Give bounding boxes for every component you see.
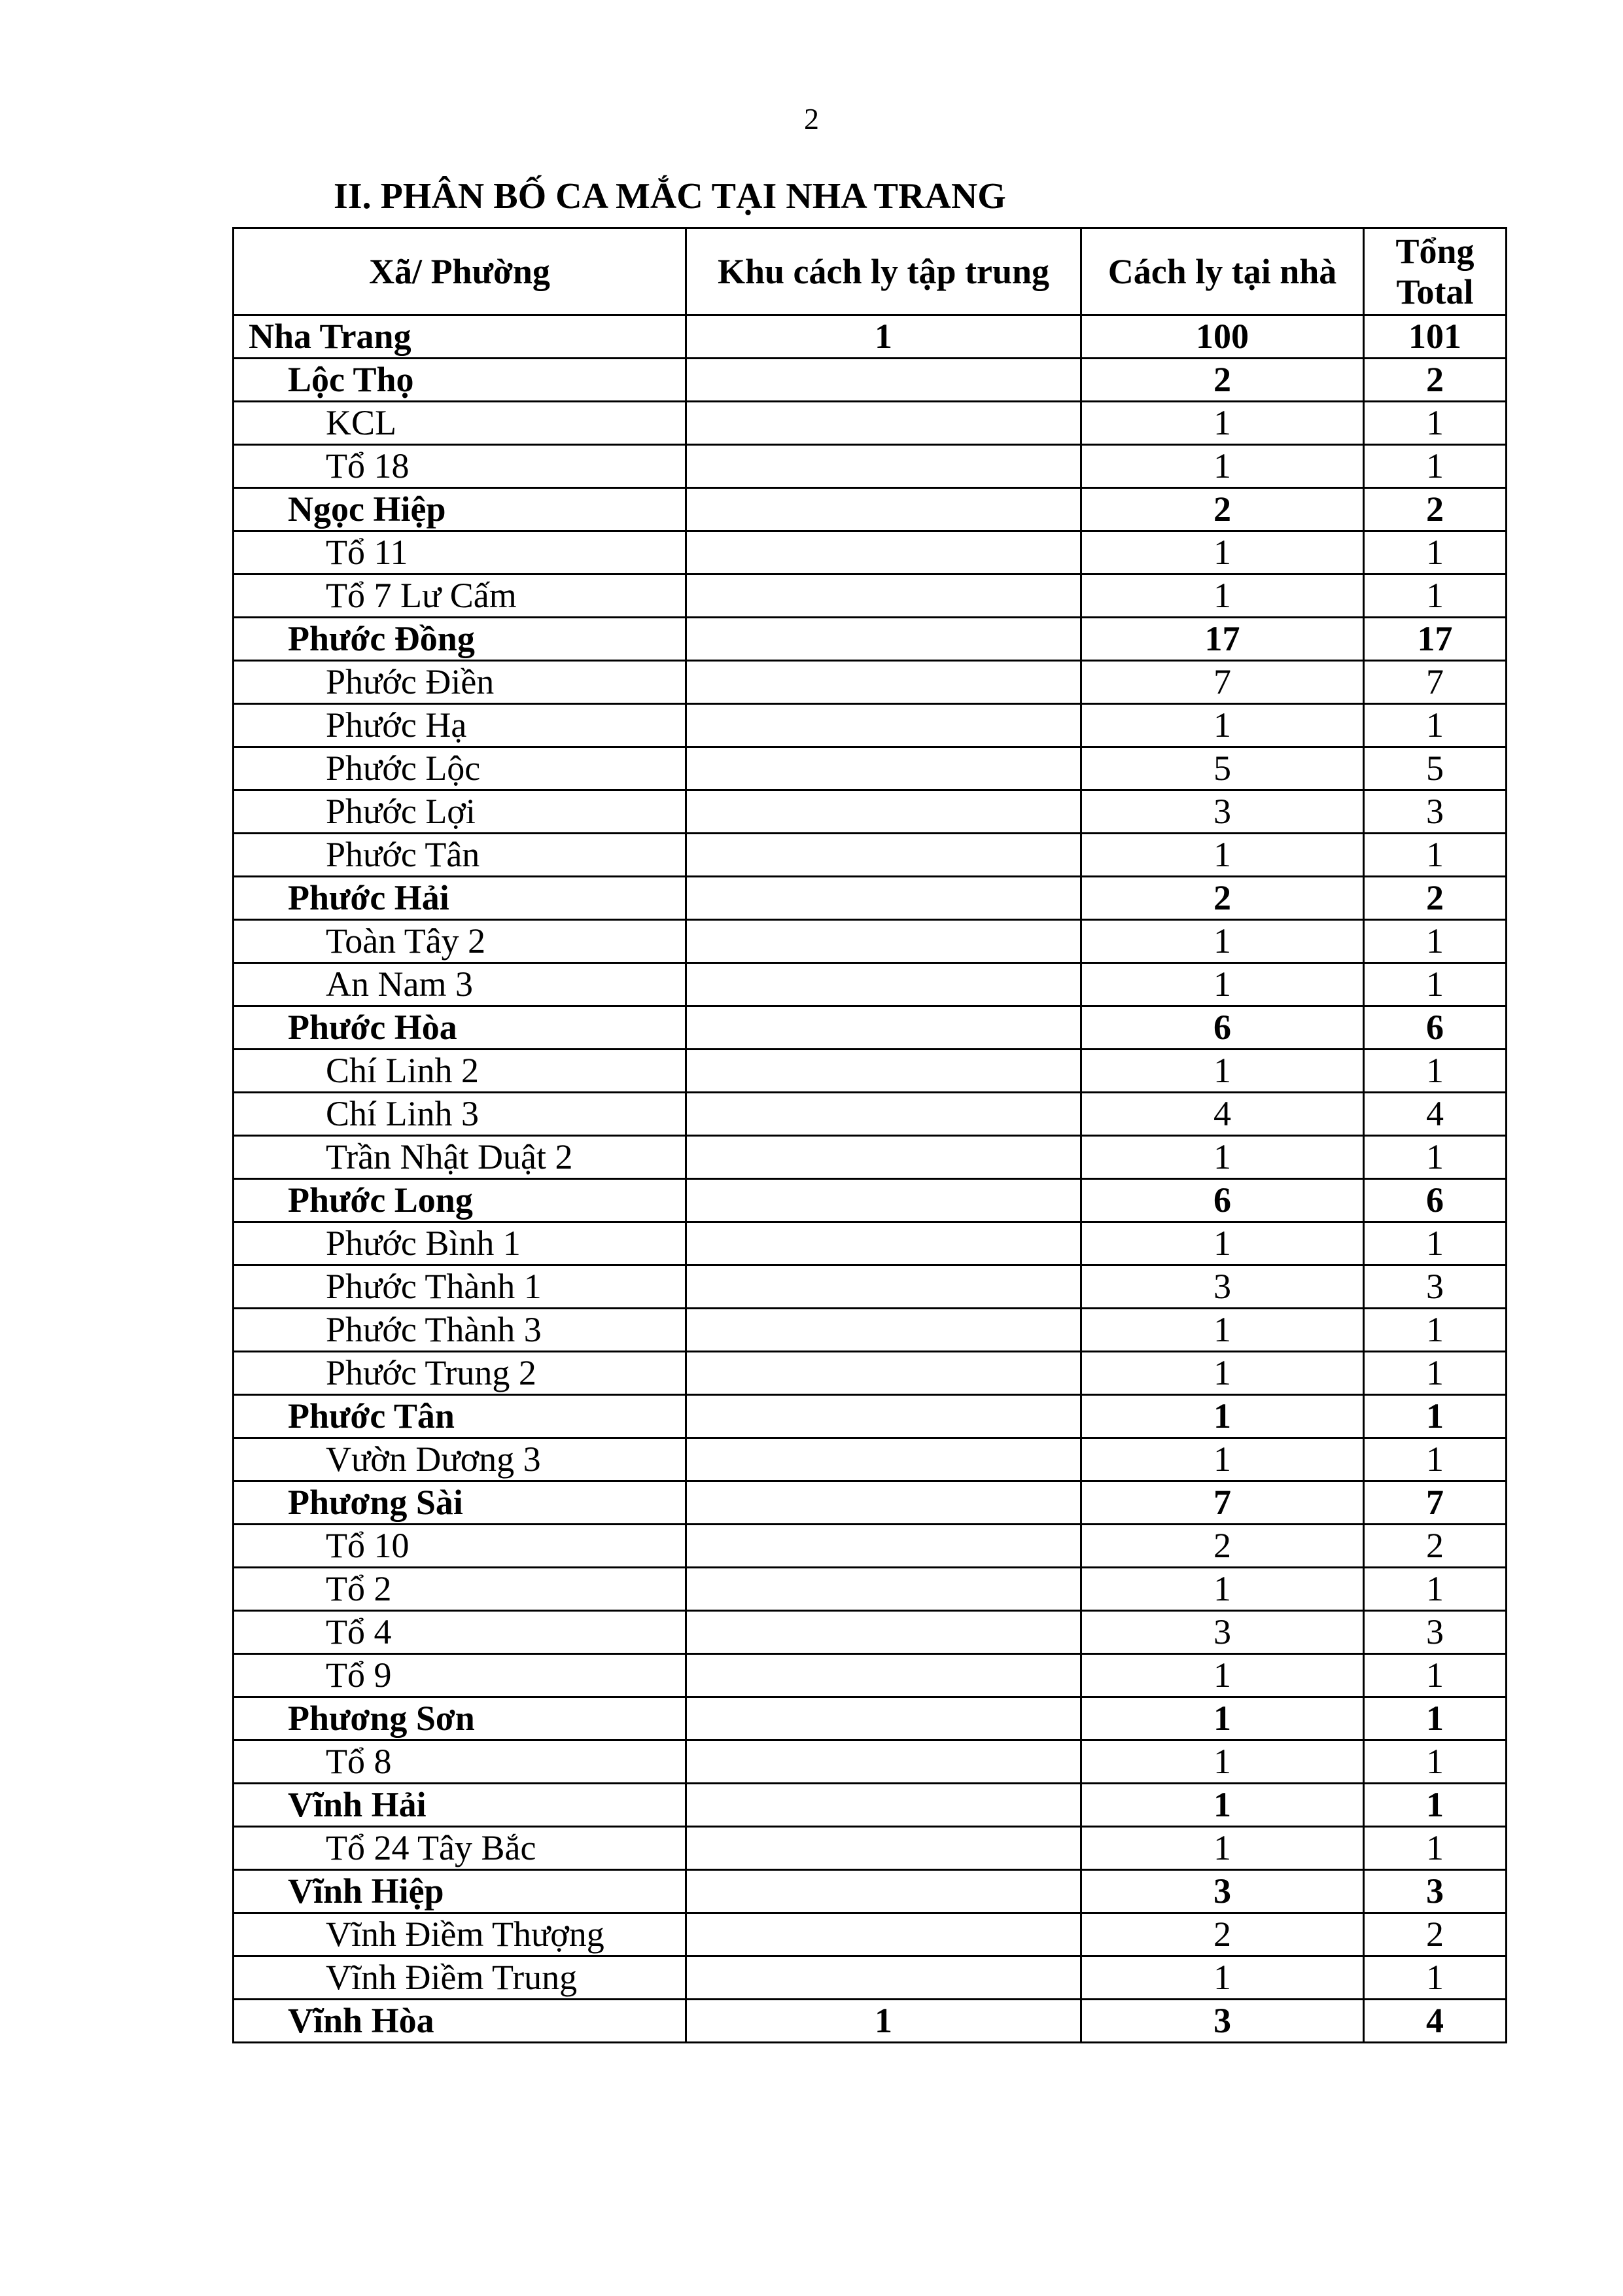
header-total	[1364, 228, 1507, 315]
cell-total: 3	[1364, 1265, 1507, 1309]
cell-total: 101	[1364, 315, 1507, 359]
cell-name: Phước Điền	[234, 661, 686, 704]
cell-home: 1	[1081, 1395, 1364, 1438]
table-row-ward	[234, 1395, 1507, 1438]
table-row-group	[234, 1568, 1507, 1611]
cell-name: Vĩnh Hòa	[234, 2000, 686, 2043]
table-row-group	[234, 1265, 1507, 1309]
cell-home: 6	[1081, 1179, 1364, 1222]
cell-total: 1	[1364, 1827, 1507, 1870]
cell-centralized	[686, 920, 1081, 963]
table-row-group	[234, 1525, 1507, 1568]
cell-total: 1	[1364, 1568, 1507, 1611]
cell-total: 3	[1364, 1870, 1507, 1913]
cell-total: 1	[1364, 1222, 1507, 1265]
cell-centralized	[686, 1568, 1081, 1611]
table-row-ward	[234, 1179, 1507, 1222]
cell-total: 6	[1364, 1006, 1507, 1050]
cell-home: 2	[1081, 488, 1364, 531]
cell-home: 1	[1081, 1136, 1364, 1179]
table-row-group	[234, 1611, 1507, 1654]
cell-home: 5	[1081, 747, 1364, 790]
header-centralized: Khu cách ly tập trung	[686, 228, 1081, 315]
cell-name: Nha Trang	[234, 315, 686, 359]
cell-centralized	[686, 1740, 1081, 1784]
cell-name: Phước Hải	[234, 877, 686, 920]
cell-name: Phước Tân	[234, 834, 686, 877]
cell-total: 2	[1364, 1913, 1507, 1956]
cell-home: 3	[1081, 1870, 1364, 1913]
cases-table	[232, 227, 1507, 2043]
cell-name: Phước Tân	[234, 1395, 686, 1438]
cell-name: Phương Sài	[234, 1481, 686, 1525]
table-row-ward	[234, 1697, 1507, 1740]
cell-total: 2	[1364, 1525, 1507, 1568]
cell-total: 1	[1364, 1309, 1507, 1352]
cell-centralized: 1	[686, 2000, 1081, 2043]
cell-centralized	[686, 1870, 1081, 1913]
cell-centralized	[686, 531, 1081, 574]
cell-centralized	[686, 1697, 1081, 1740]
cell-centralized	[686, 661, 1081, 704]
table-header-row	[234, 228, 1507, 315]
cell-total: 1	[1364, 531, 1507, 574]
cell-centralized	[686, 963, 1081, 1006]
cell-centralized	[686, 1309, 1081, 1352]
cell-centralized	[686, 704, 1081, 747]
cell-centralized	[686, 1481, 1081, 1525]
cell-name: Phước Bình 1	[234, 1222, 686, 1265]
table-row-ward	[234, 1784, 1507, 1827]
cell-name: Vườn Dương 3	[234, 1438, 686, 1481]
cell-name: Chí Linh 3	[234, 1093, 686, 1136]
cell-total: 7	[1364, 1481, 1507, 1525]
table-row-group	[234, 1093, 1507, 1136]
header-ward: Xã/ Phường	[234, 228, 686, 315]
cell-centralized	[686, 1525, 1081, 1568]
cell-home: 1	[1081, 1827, 1364, 1870]
cell-total: 1	[1364, 1740, 1507, 1784]
cell-centralized	[686, 834, 1081, 877]
cell-total: 1	[1364, 704, 1507, 747]
table-row-ward	[234, 1870, 1507, 1913]
cell-total: 1	[1364, 1654, 1507, 1697]
cell-centralized	[686, 402, 1081, 445]
cell-total: 1	[1364, 963, 1507, 1006]
cell-total: 7	[1364, 661, 1507, 704]
cell-home: 1	[1081, 1568, 1364, 1611]
table-row-ward	[234, 359, 1507, 402]
cell-centralized	[686, 1352, 1081, 1395]
cell-total: 1	[1364, 834, 1507, 877]
cell-home: 1	[1081, 531, 1364, 574]
cell-home: 2	[1081, 359, 1364, 402]
cell-centralized	[686, 1784, 1081, 1827]
cell-centralized	[686, 618, 1081, 661]
table-row-group	[234, 1222, 1507, 1265]
cell-home: 100	[1081, 315, 1364, 359]
cell-name: Phương Sơn	[234, 1697, 686, 1740]
table-row-ward	[234, 618, 1507, 661]
cell-name: Toàn Tây 2	[234, 920, 686, 963]
cell-home: 1	[1081, 1309, 1364, 1352]
table-row-group	[234, 1309, 1507, 1352]
page-number: 2	[804, 102, 819, 135]
cell-total: 17	[1364, 618, 1507, 661]
cell-total: 1	[1364, 1784, 1507, 1827]
table-row-group	[234, 661, 1507, 704]
cell-centralized	[686, 1136, 1081, 1179]
table-body	[234, 315, 1507, 2043]
table-row-group	[234, 747, 1507, 790]
cell-name: Tổ 8	[234, 1740, 686, 1784]
cell-centralized	[686, 877, 1081, 920]
table-row-group	[234, 1956, 1507, 2000]
cell-total: 1	[1364, 1395, 1507, 1438]
cell-name: An Nam 3	[234, 963, 686, 1006]
cell-home: 1	[1081, 1956, 1364, 2000]
cell-home: 1	[1081, 1654, 1364, 1697]
table-row-group	[234, 1136, 1507, 1179]
cell-home: 1	[1081, 1784, 1364, 1827]
cell-home: 4	[1081, 1093, 1364, 1136]
table-row-group	[234, 445, 1507, 488]
cell-total: 1	[1364, 920, 1507, 963]
header-total-text: Tổng Total	[1395, 232, 1475, 311]
table-row-group	[234, 1438, 1507, 1481]
cell-name: Lộc Thọ	[234, 359, 686, 402]
cell-centralized	[686, 1050, 1081, 1093]
table-row-group	[234, 574, 1507, 618]
cell-centralized	[686, 1006, 1081, 1050]
cell-name: Vĩnh Hải	[234, 1784, 686, 1827]
cell-centralized	[686, 1395, 1081, 1438]
cell-name: Phước Trung 2	[234, 1352, 686, 1395]
cell-centralized	[686, 359, 1081, 402]
cell-name: Trần Nhật Duật 2	[234, 1136, 686, 1179]
cell-total: 1	[1364, 1697, 1507, 1740]
cell-name: Phước Thành 3	[234, 1309, 686, 1352]
cell-home: 7	[1081, 661, 1364, 704]
section-title: II. PHÂN BỐ CA MẮC TẠI NHA TRANG	[334, 176, 1006, 217]
table-row-ward	[234, 877, 1507, 920]
cell-total: 1	[1364, 1050, 1507, 1093]
cell-home: 2	[1081, 877, 1364, 920]
cell-name: KCL	[234, 402, 686, 445]
cell-name: Tổ 2	[234, 1568, 686, 1611]
table-row-ward	[234, 488, 1507, 531]
table-row-group	[234, 920, 1507, 963]
cell-centralized	[686, 1179, 1081, 1222]
cell-home: 1	[1081, 445, 1364, 488]
cell-total: 1	[1364, 445, 1507, 488]
cell-total: 1	[1364, 1956, 1507, 2000]
cell-name: Phước Hòa	[234, 1006, 686, 1050]
cell-name: Phước Hạ	[234, 704, 686, 747]
table-row-group	[234, 531, 1507, 574]
cell-total: 1	[1364, 1136, 1507, 1179]
cell-name: Tổ 24 Tây Bắc	[234, 1827, 686, 1870]
cell-total: 4	[1364, 1093, 1507, 1136]
table-row-group	[234, 1913, 1507, 1956]
cell-home: 3	[1081, 1265, 1364, 1309]
cell-home: 6	[1081, 1006, 1364, 1050]
cell-name: Vĩnh Điềm Trung	[234, 1956, 686, 2000]
table-row-city	[234, 315, 1507, 359]
cell-home: 1	[1081, 1222, 1364, 1265]
table-row-group	[234, 402, 1507, 445]
cell-centralized	[686, 790, 1081, 834]
cell-name: Tổ 7 Lư Cấm	[234, 574, 686, 618]
table-row-group	[234, 834, 1507, 877]
cell-name: Phước Lợi	[234, 790, 686, 834]
cell-home: 1	[1081, 920, 1364, 963]
cell-home: 1	[1081, 834, 1364, 877]
cell-name: Ngọc Hiệp	[234, 488, 686, 531]
cell-centralized	[686, 574, 1081, 618]
cell-name: Tổ 11	[234, 531, 686, 574]
cell-home: 1	[1081, 402, 1364, 445]
cell-total: 3	[1364, 790, 1507, 834]
table-row-group	[234, 1654, 1507, 1697]
cell-home: 2	[1081, 1525, 1364, 1568]
cell-centralized	[686, 1654, 1081, 1697]
cell-total: 2	[1364, 488, 1507, 531]
table-row-ward	[234, 1481, 1507, 1525]
cell-centralized	[686, 1913, 1081, 1956]
cell-home: 17	[1081, 618, 1364, 661]
cell-home: 3	[1081, 790, 1364, 834]
cell-centralized	[686, 488, 1081, 531]
cell-total: 4	[1364, 2000, 1507, 2043]
cell-home: 1	[1081, 704, 1364, 747]
cell-total: 2	[1364, 359, 1507, 402]
cell-name: Phước Long	[234, 1179, 686, 1222]
cell-total: 5	[1364, 747, 1507, 790]
cell-name: Phước Thành 1	[234, 1265, 686, 1309]
cell-home: 1	[1081, 1740, 1364, 1784]
table-row-group	[234, 1050, 1507, 1093]
cell-name: Phước Lộc	[234, 747, 686, 790]
cell-name: Chí Linh 2	[234, 1050, 686, 1093]
cell-home: 3	[1081, 1611, 1364, 1654]
cell-total: 1	[1364, 402, 1507, 445]
cell-home: 1	[1081, 574, 1364, 618]
cell-home: 1	[1081, 1352, 1364, 1395]
cell-centralized	[686, 1265, 1081, 1309]
cell-home: 1	[1081, 963, 1364, 1006]
cell-name: Vĩnh Hiệp	[234, 1870, 686, 1913]
cell-name: Tổ 18	[234, 445, 686, 488]
cell-total: 1	[1364, 1352, 1507, 1395]
cell-name: Tổ 9	[234, 1654, 686, 1697]
cell-centralized	[686, 1956, 1081, 2000]
cell-total: 6	[1364, 1179, 1507, 1222]
cell-home: 7	[1081, 1481, 1364, 1525]
cell-total: 2	[1364, 877, 1507, 920]
table-row-ward	[234, 2000, 1507, 2043]
cell-centralized	[686, 1611, 1081, 1654]
table-row-group	[234, 963, 1507, 1006]
table-row-group	[234, 1827, 1507, 1870]
cell-centralized: 1	[686, 315, 1081, 359]
cell-total: 3	[1364, 1611, 1507, 1654]
table-row-group	[234, 1740, 1507, 1784]
cell-name: Tổ 10	[234, 1525, 686, 1568]
cell-centralized	[686, 1827, 1081, 1870]
cell-centralized	[686, 747, 1081, 790]
cell-home: 3	[1081, 2000, 1364, 2043]
cell-total: 1	[1364, 1438, 1507, 1481]
cell-name: Phước Đồng	[234, 618, 686, 661]
cell-total: 1	[1364, 574, 1507, 618]
cell-centralized	[686, 1222, 1081, 1265]
cell-centralized	[686, 1093, 1081, 1136]
cell-centralized	[686, 1438, 1081, 1481]
cell-home: 2	[1081, 1913, 1364, 1956]
table-row-group	[234, 1352, 1507, 1395]
cell-home: 1	[1081, 1697, 1364, 1740]
table-row-ward	[234, 1006, 1507, 1050]
cell-home: 1	[1081, 1438, 1364, 1481]
cell-home: 1	[1081, 1050, 1364, 1093]
cell-name: Vĩnh Điềm Thượng	[234, 1913, 686, 1956]
table-row-group	[234, 704, 1507, 747]
header-home: Cách ly tại nhà	[1081, 228, 1364, 315]
cell-name: Tổ 4	[234, 1611, 686, 1654]
table-row-group	[234, 790, 1507, 834]
cell-centralized	[686, 445, 1081, 488]
